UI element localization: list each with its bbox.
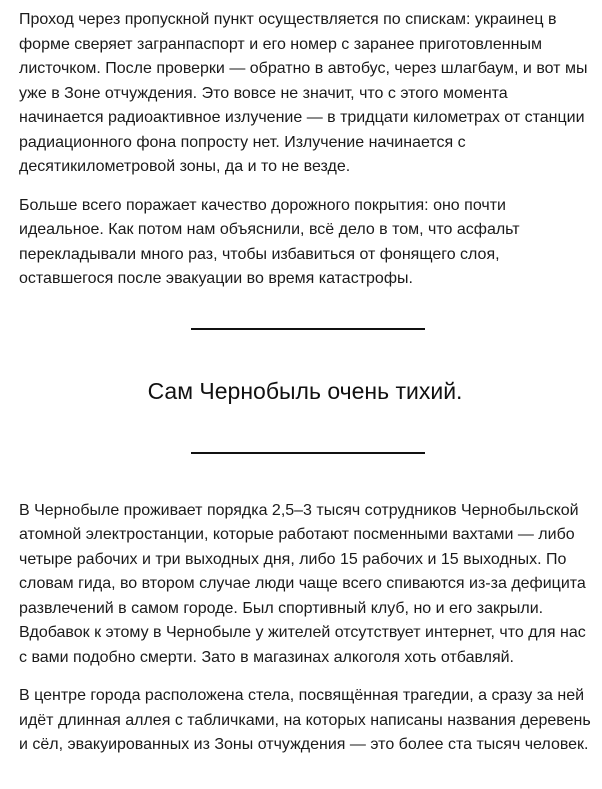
- pullquote-divider-top: [191, 328, 425, 330]
- pullquote: Сам Чернобыль очень тихий.: [147, 377, 463, 404]
- article-body: [19, 8, 591, 772]
- article-paragraph: Проход через пропускной пункт осуществляется по спискам: украинец в форме сверяет загранпаспорт и его номер с заранее приготовленным листочком. После проверки — обратно в автобус, через шлагбаум, и вот мы уже в Зоне отчуждения. Это вовсе не значит, что с этого момента начинается радиоактивное излучение — в тридцати километрах от станции радиационного фона попросту нет. Излучение начинается с десятикилометровой зоны, да и то не везде.: [19, 11, 588, 175]
- article-paragraph: В центре города расположена стела, посвящённая трагедии, а сразу за ней идёт длинная аллея с табличками, на которых написаны названия деревень и сёл, эвакуированных из Зоны отчуждения — это более ста тысяч человек.: [19, 687, 591, 753]
- pullquote-divider-bottom: [191, 452, 425, 454]
- article-paragraph: В Чернобыле проживает порядка 2,5–3 тысяч сотрудников Чернобыльской атомной электростанции, которые работают посменными вахтами — либо четыре рабочих и три выходных дня, либо 15 рабочих и 15 выходных. По словам гида, во втором случае люди чаще всего спиваются из-за дефицита развлечений в самом городе. Был спортивный клуб, но и его закрыли. Вдобавок к этому в Чернобыле у жителей отсутствует интернет, что для нас с вами подобно смерти. Зато в магазинах алкоголя хоть отбавляй.: [19, 501, 586, 666]
- article-paragraph: Больше всего поражает качество дорожного покрытия: оно почти идеальное. Как потом нам объяснили, всё дело в том, что асфальт перекладывали много раз, чтобы избавиться от фонящего слоя, оставшегося после эвакуации во время катастрофы.: [19, 196, 520, 287]
